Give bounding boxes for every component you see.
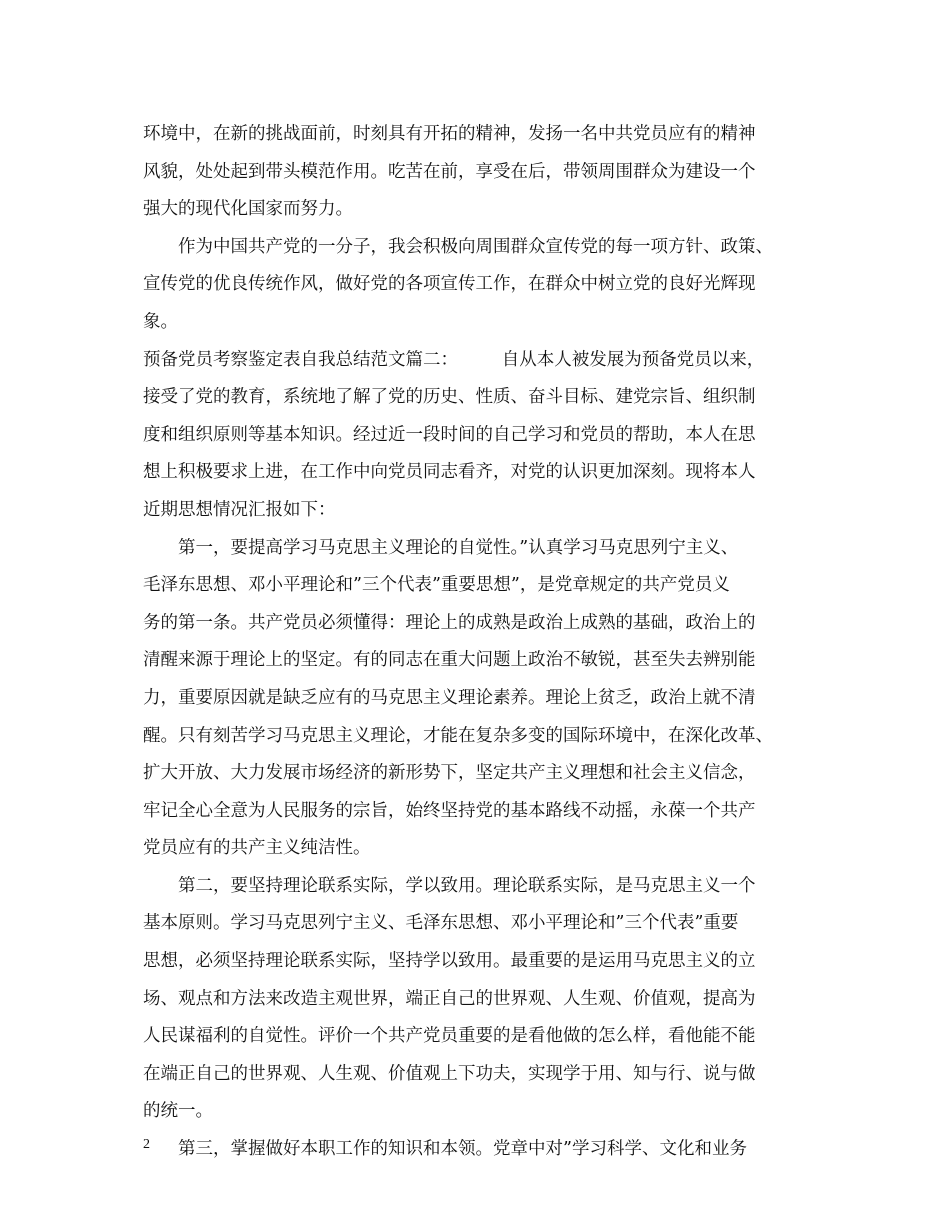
text-line: 基本原则。学习马克思列宁主义、毛泽东思想、邓小平理论和”三个代表”重要 <box>143 913 739 934</box>
text-line: 象。 <box>143 311 178 332</box>
text-line: 预备党员考察鉴定表自我总结范文篇二： 自从本人被发展为预备党员以来， <box>143 349 765 370</box>
page-number: 2 <box>143 1137 150 1152</box>
text-line: 党员应有的共产主义纯洁性。 <box>143 838 371 859</box>
text-line: 牢记全心全意为人民服务的宗旨，始终坚持党的基本路线不动摇，永葆一个共产 <box>143 800 756 821</box>
text-line: 人民谋福利的自觉性。评价一个共产党员重要的是看他做的怎么样，看他能不能 <box>143 1026 756 1047</box>
text-line: 在端正自己的世界观、人生观、价值观上下功夫，实现学于用、知与行、说与做 <box>143 1063 756 1084</box>
text-line: 作为中国共产党的一分子，我会积极向周围群众宣传党的每一项方针、政策、 <box>178 236 773 257</box>
text-line: 第二，要坚持理论联系实际，学以致用。理论联系实际，是马克思主义一个 <box>178 875 756 896</box>
text-line: 毛泽东思想、邓小平理论和”三个代表”重要思想”，是党章规定的共产党员义 <box>143 575 730 596</box>
text-line: 第一，要提高学习马克思主义理论的自觉性。”认真学习马克思列宁主义、 <box>178 537 739 558</box>
text-line: 思想，必须坚持理论联系实际，坚持学以致用。最重要的是运用马克思主义的立 <box>143 951 756 972</box>
text-line: 强大的现代化国家而努力。 <box>143 199 353 220</box>
text-line: 的统一。 <box>143 1101 213 1122</box>
text-line: 第三，掌握做好本职工作的知识和本领。党章中对”学习科学、文化和业务 <box>178 1139 747 1160</box>
text-line: 接受了党的教育，系统地了解了党的历史、性质、奋斗目标、建党宗旨、组织制 <box>143 387 756 408</box>
text-line: 醒。只有刻苦学习马克思主义理论，才能在复杂多变的国际环境中，在深化改革、 <box>143 725 773 746</box>
text-line: 场、观点和方法来改造主观世界，端正自己的世界观、人生观、价值观，提高为 <box>143 988 756 1009</box>
text-line: 度和组织原则等基本知识。经过近一段时间的自己学习和党员的帮助，本人在思 <box>143 424 756 445</box>
document-body <box>143 116 833 1169</box>
text-line: 风貌，处处起到带头模范作用。吃苦在前，享受在后，带领周围群众为建设一个 <box>143 161 756 182</box>
text-line: 扩大开放、大力发展市场经济的新形势下，坚定共产主义理想和社会主义信念， <box>143 763 756 784</box>
text-line: 力，重要原因就是缺乏应有的马克思主义理论素养。理论上贫乏，政治上就不清 <box>143 687 756 708</box>
text-line: 环境中，在新的挑战面前，时刻具有开拓的精神，发扬一名中共党员应有的精神 <box>143 124 756 144</box>
text-line: 想上积极要求上进，在工作中向党员同志看齐，对党的认识更加深刻。现将本人 <box>143 462 756 483</box>
text-line: 务的第一条。共产党员必须懂得：理论上的成熟是政治上成熟的基础，政治上的 <box>143 612 756 633</box>
text-line: 清醒来源于理论上的坚定。有的同志在重大问题上政治不敏锐，甚至失去辨别能 <box>143 650 756 671</box>
text-line: 近期思想情况汇报如下： <box>143 499 336 520</box>
text-line: 宣传党的优良传统作风，做好党的各项宣传工作，在群众中树立党的良好光辉现 <box>143 274 756 295</box>
